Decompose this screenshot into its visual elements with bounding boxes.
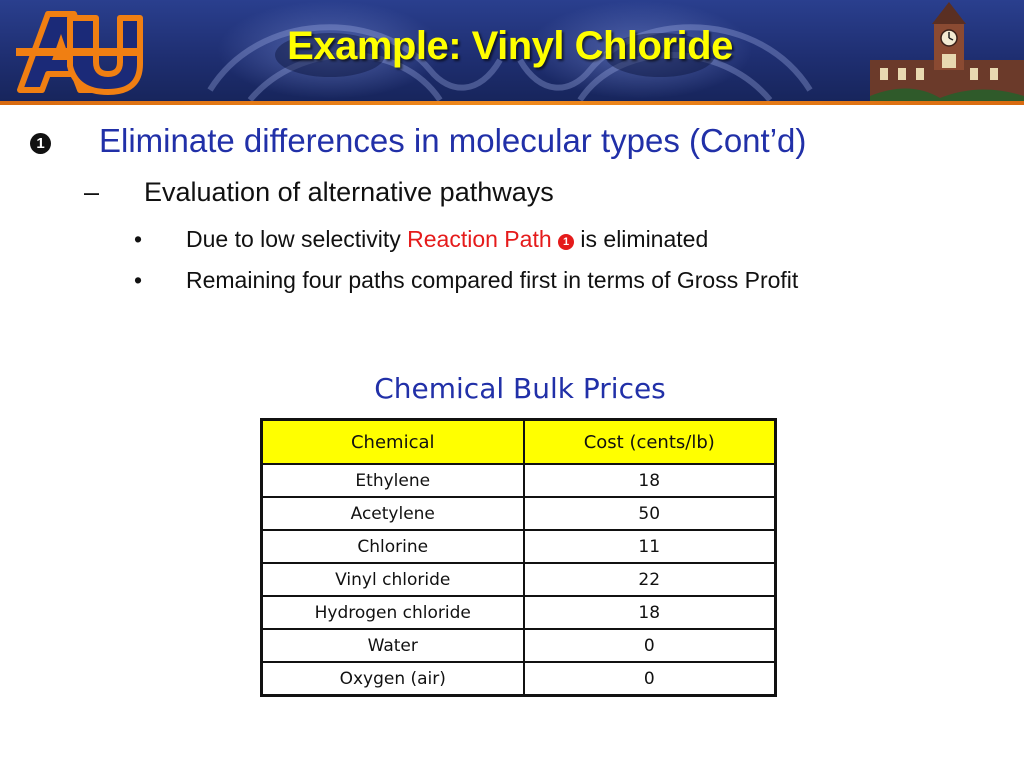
bullet-level-1-text: Eliminate differences in molecular types (Cont’d) [99, 122, 807, 159]
bullet-level-1 [30, 122, 806, 160]
chemical-cell: Hydrogen chloride [262, 596, 524, 629]
auburn-logo [8, 4, 146, 98]
bullet-dot: • [134, 267, 143, 293]
chemical-cell: Chlorine [262, 530, 524, 563]
bullet-level-3-item [134, 226, 708, 253]
bullet-level-2 [84, 177, 554, 208]
chemical-cell: Acetylene [262, 497, 524, 530]
bullet-text: Remaining four paths compared first in terms of Gross Profit [186, 267, 799, 293]
chemical-cell: Vinyl chloride [262, 563, 524, 596]
cost-cell: 0 [524, 629, 776, 662]
dash-marker: – [84, 177, 100, 207]
clock-tower-illustration [870, 0, 1024, 101]
cost-cell: 11 [524, 530, 776, 563]
cost-cell: 22 [524, 563, 776, 596]
bullet-text-before: Due to low selectivity [186, 226, 408, 252]
cost-cell: 18 [524, 464, 776, 497]
bullet-level-3-item [134, 267, 798, 294]
chemical-prices-table [260, 418, 777, 697]
column-header: Cost (cents/lb) [524, 420, 776, 465]
numbered-bullet-icon-small: 1 [558, 234, 574, 250]
numbered-bullet-icon: 1 [30, 133, 51, 154]
table-header-row [262, 420, 776, 465]
column-header: Chemical [262, 420, 524, 465]
table-row [262, 662, 776, 696]
cost-cell: 0 [524, 662, 776, 696]
banner-divider [0, 101, 1024, 105]
reaction-path-highlight: Reaction Path [407, 226, 552, 252]
table-row [262, 629, 776, 662]
table-row [262, 497, 776, 530]
table-row [262, 464, 776, 497]
cost-cell: 18 [524, 596, 776, 629]
bullet-text-after: is eliminated [574, 226, 709, 252]
bullet-dot: • [134, 226, 143, 252]
bullet-level-2-text: Evaluation of alternative pathways [144, 177, 554, 207]
table-row [262, 596, 776, 629]
chemical-cell: Oxygen (air) [262, 662, 524, 696]
header-banner [0, 0, 1024, 101]
table-row [262, 530, 776, 563]
table-row [262, 563, 776, 596]
chemical-cell: Water [262, 629, 524, 662]
cost-cell: 50 [524, 497, 776, 530]
chemical-cell: Ethylene [262, 464, 524, 497]
slide-title: Example: Vinyl Chloride [287, 24, 733, 68]
table-caption: Chemical Bulk Prices [374, 372, 666, 405]
